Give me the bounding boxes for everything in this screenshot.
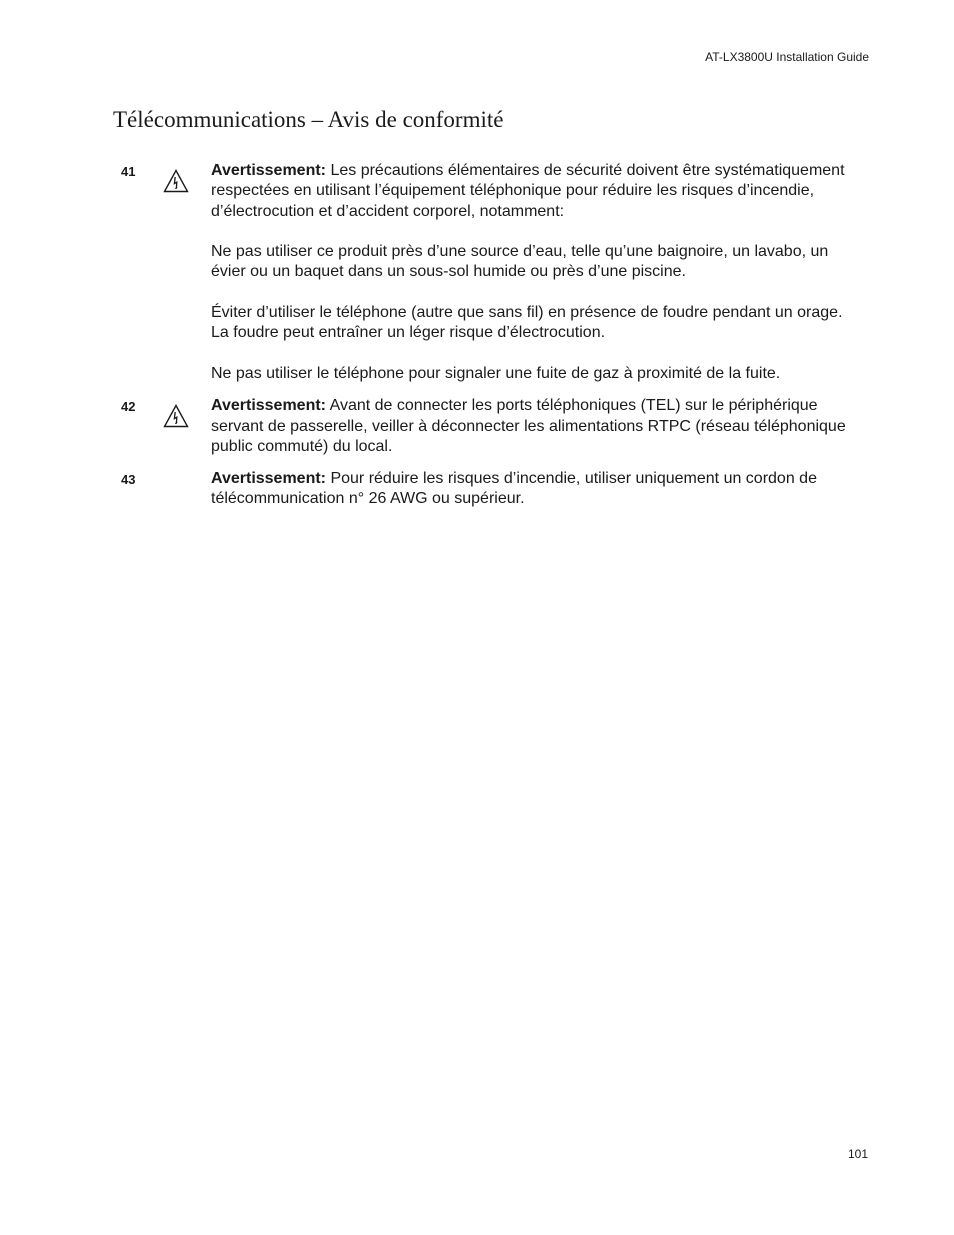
warning-item-43: [0, 469, 954, 510]
warning-number: 41: [121, 164, 136, 179]
warning-label: Avertissement:: [211, 162, 327, 179]
warning-paragraph: Ne pas utiliser le téléphone pour signaler une fuite de gaz à proximité de la fuite.: [211, 364, 781, 382]
warning-paragraph: [211, 161, 856, 222]
warning-paragraph: Éviter d’utiliser le téléphone (autre que sans fil) en présence de foudre pendant un orage. La foudre peut entraîner un léger risque d’électrocution.: [211, 304, 843, 342]
warning-paragraph: [211, 469, 856, 510]
warning-list: [0, 161, 954, 510]
warning-number: 43: [121, 472, 136, 488]
section-title: Télécommunications – Avis de conformité: [113, 107, 504, 132]
warning-number: 42: [121, 399, 136, 415]
warning-text: Les précautions élémentaires de sécurité doivent être systématiquement respectées en utilisant l’équipement téléphonique pour réduire les risques d’incendie, d’électrocution et d’accident corporel, notamment:: [211, 162, 845, 220]
warning-body: [211, 161, 856, 384]
warning-label: Avertissement:: [211, 470, 327, 488]
warning-label: Avertissement:: [211, 397, 327, 415]
page-number: 101: [847, 1147, 868, 1161]
warning-item-42: [0, 396, 954, 457]
electrical-hazard-icon: [163, 169, 189, 193]
warning-text: Avant de connecter les ports téléphoniques (TEL) sur le périphérique servant de passerelle, veiller à déconnecter les alimentations RTPC (réseau téléphonique public commuté) du local.: [211, 397, 846, 455]
warning-body: [211, 469, 856, 510]
running-header: AT-LX3800U Installation Guide: [705, 50, 869, 64]
electrical-hazard-icon: [163, 404, 189, 428]
warning-item-41: [0, 161, 954, 384]
warning-paragraph: Ne pas utiliser ce produit près d’une source d’eau, telle qu’une baignoire, un lavabo, un évier ou un baquet dans un sous-sol humide ou près d’une piscine.: [211, 243, 829, 281]
warning-body: [211, 396, 856, 457]
warning-paragraph: [211, 396, 856, 457]
warning-text: Pour réduire les risques d’incendie, utiliser uniquement un cordon de télécommunication n° 26 AWG ou supérieur.: [211, 470, 817, 508]
